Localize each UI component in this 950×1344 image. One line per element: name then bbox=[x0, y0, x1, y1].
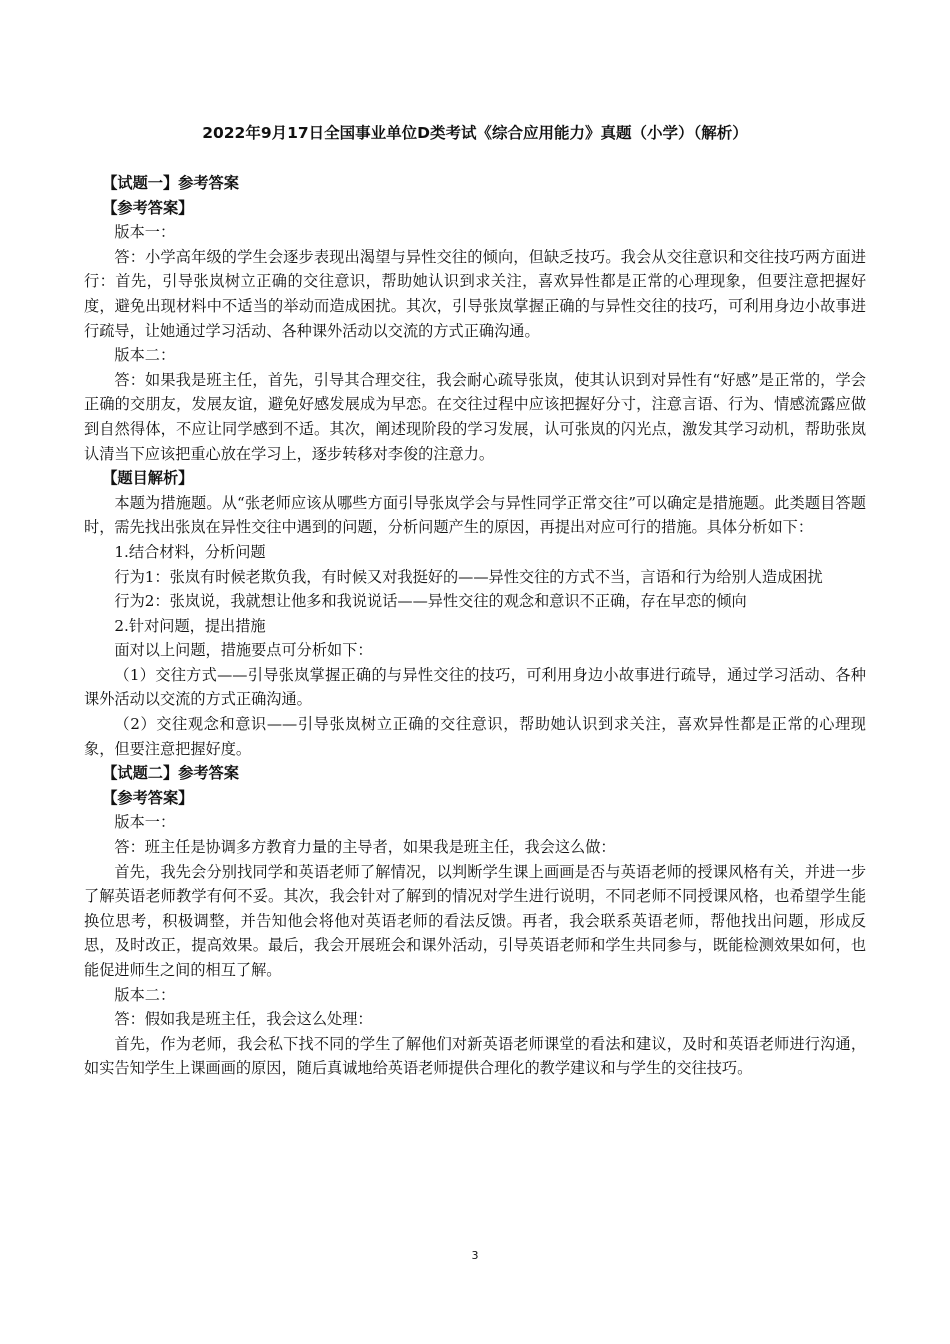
section-heading: 【参考答案】 bbox=[102, 198, 194, 217]
page-number: 3 bbox=[471, 1249, 479, 1262]
body-paragraph: 答：班主任是协调多方教育力量的主导者，如果我是班主任，我会这么做： bbox=[114, 838, 616, 857]
body-paragraph: 行为1：张岚有时候老欺负我，有时候又对我挺好的——异性交往的方式不当，言语和行为给别人造成困扰 bbox=[114, 567, 823, 586]
section-heading: 【试题一】参考答案 bbox=[102, 174, 239, 192]
body-paragraph: （1）交往方式——引导张岚掌握正确的与异性交往的技巧，可利用身边小故事进行疏导，通过学习活动、各种课外活动以交流的方式正确沟通。 bbox=[84, 665, 866, 709]
body-paragraph: 1.结合材料，分析问题 bbox=[114, 542, 266, 561]
body-paragraph: 答：小学高年级的学生会逐步表现出渴望与异性交往的倾向，但缺乏技巧。我会从交往意识和交往技巧两方面进行：首先，引导张岚树立正确的交往意识，帮助她认识到求关注，喜欢异性都是正常的心理现象，但要注意把握好度，避免出现材料中不适当的举动而造成困扰。其次，引导张岚掌握正确的与异性交往的技巧，可利用身边小故事进行疏导，让她通过学习活动、各种课外活动以交流的方式正确沟通。 bbox=[84, 247, 866, 340]
body-paragraph: 首先，我先会分别找同学和英语老师了解情况，以判断学生课上画画是否与英语老师的授课风格有关，并进一步了解英语老师教学有何不妥。其次，我会针对了解到的情况对学生进行说明，不同老师不同授课风格，也希望学生能换位思考，积极调整，并告知他会将他对英语老师的看法反馈。再者，我会联系英语老师，帮他找出问题，形成反思，及时改正，提高效果。最后，我会开展班会和课外活动，引导英语老师和学生共同参与，既能检测效果如何，也能促进师生之间的相互了解。 bbox=[84, 862, 866, 979]
section-heading: 【题目解析】 bbox=[102, 469, 194, 488]
section-heading: 【参考答案】 bbox=[102, 788, 194, 807]
body-paragraph: 首先，作为老师，我会私下找不同的学生了解他们对新英语老师课堂的看法和建议，及时和英语老师进行沟通，如实告知学生上课画画的原因，随后真诚地给英语老师提供合理化的教学建议和与学生的交往技巧。 bbox=[84, 1034, 866, 1078]
document-title: 2022年9月17日全国事业单位D类考试《综合应用能力》真题（小学）（解析） bbox=[202, 124, 748, 142]
body-paragraph: 版本一： bbox=[114, 813, 176, 832]
document-body bbox=[84, 171, 866, 1081]
body-paragraph: 2.针对问题，提出措施 bbox=[114, 616, 266, 635]
body-paragraph: 版本二： bbox=[114, 346, 176, 365]
body-paragraph: （2）交往观念和意识——引导张岚树立正确的交往意识，帮助她认识到求关注，喜欢异性都是正常的心理现象，但要注意把握好度。 bbox=[84, 715, 866, 758]
body-paragraph: 答：假如我是班主任，我会这么处理： bbox=[114, 1010, 373, 1029]
body-paragraph: 版本一： bbox=[114, 223, 176, 242]
body-paragraph: 面对以上问题，措施要点可分析如下： bbox=[114, 641, 373, 660]
body-paragraph: 行为2：张岚说，我就想让他多和我说说话——异性交往的观念和意识不正确，存在早恋的倾向 bbox=[114, 592, 747, 611]
body-paragraph: 版本二： bbox=[114, 985, 176, 1004]
body-paragraph: 本题为措施题。从“张老师应该从哪些方面引导张岚学会与异性同学正常交往”可以确定是措施题。此类题目答题时，需先找出张岚在异性交往中遇到的问题，分析问题产生的原因，再提出对应可行的措施。具体分析如下： bbox=[84, 493, 866, 537]
section-heading: 【试题二】参考答案 bbox=[102, 764, 239, 783]
body-paragraph: 答：如果我是班主任，首先，引导其合理交往，我会耐心疏导张岚，使其认识到对异性有“好感”是正常的，学会正确的交朋友，发展友谊，避免好感发展成为早恋。在交往过程中应该把握好分寸，注意言语、行为、情感流露应做到自然得体，不应让同学感到不适。其次，阐述现阶段的学习发展，认可张岚的闪光点，激发其学习动机，帮助张岚认清当下应该把重心放在学习上，逐步转移对李俊的注意力。 bbox=[84, 370, 866, 463]
